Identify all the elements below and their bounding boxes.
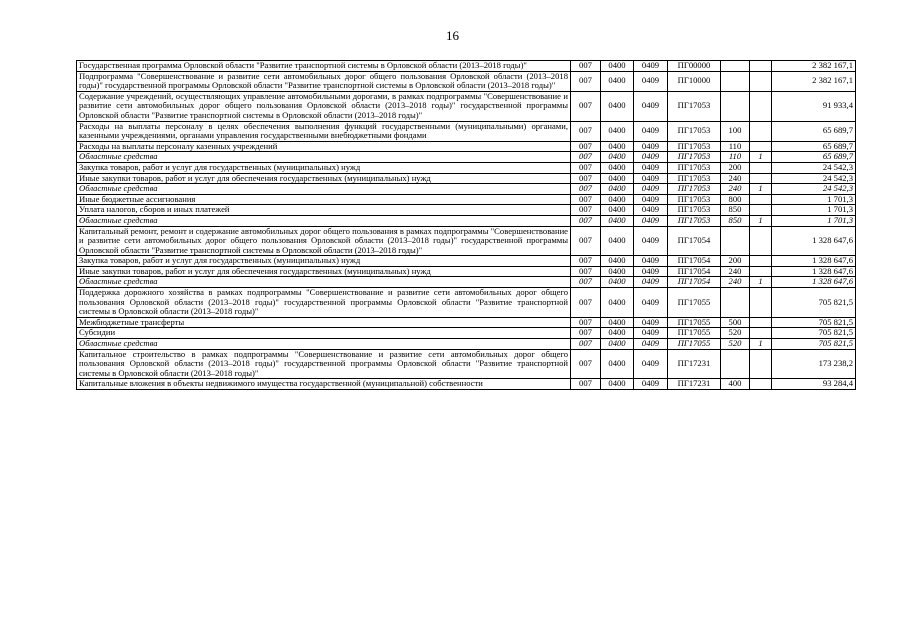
funding-source-code [750, 266, 772, 277]
funding-source-code [750, 194, 772, 205]
subsection-code: 0409 [634, 215, 668, 226]
expense-type-code: 240 [721, 173, 750, 184]
amount: 1 328 647,6 [772, 277, 856, 288]
expense-type-code: 520 [721, 339, 750, 350]
subsection-code: 0409 [634, 121, 668, 141]
row-name: Иные бюджетные ассигнования [77, 194, 571, 205]
expense-type-code: 240 [721, 184, 750, 195]
expense-type-code [721, 226, 750, 256]
section-code: 0400 [601, 162, 634, 173]
section-code: 0400 [601, 61, 634, 72]
target-article-code: ПГ17055 [668, 288, 721, 318]
target-article-code: ПГ17053 [668, 162, 721, 173]
subsection-code: 0409 [634, 288, 668, 318]
subsection-code: 0409 [634, 184, 668, 195]
admin-code: 007 [571, 266, 601, 277]
table-row [77, 173, 856, 184]
row-name: Иные закупки товаров, работ и услуг для обеспечения государственных (муниципальных) нужд [77, 173, 571, 184]
amount: 1 328 647,6 [772, 226, 856, 256]
target-article-code: ПГ17053 [668, 184, 721, 195]
funding-source-code: 1 [750, 339, 772, 350]
section-code: 0400 [601, 339, 634, 350]
expense-type-code: 200 [721, 162, 750, 173]
section-code: 0400 [601, 256, 634, 267]
amount: 705 821,5 [772, 328, 856, 339]
table-row [77, 379, 856, 390]
subsection-code: 0409 [634, 194, 668, 205]
admin-code: 007 [571, 226, 601, 256]
expense-type-code: 240 [721, 277, 750, 288]
expense-type-code: 110 [721, 141, 750, 152]
subsection-code: 0409 [634, 256, 668, 267]
table-row [77, 349, 856, 379]
subsection-code: 0409 [634, 61, 668, 72]
amount: 2 382 167,1 [772, 61, 856, 72]
subsection-code: 0409 [634, 71, 668, 91]
section-code: 0400 [601, 288, 634, 318]
expense-type-code [721, 349, 750, 379]
admin-code: 007 [571, 184, 601, 195]
target-article-code: ПГ17054 [668, 226, 721, 256]
funding-source-code [750, 61, 772, 72]
target-article-code: ПГ17053 [668, 205, 721, 216]
row-name: Областные средства [77, 277, 571, 288]
row-name: Иные закупки товаров, работ и услуг для обеспечения государственных (муниципальных) нужд [77, 266, 571, 277]
table-row [77, 91, 856, 121]
amount: 705 821,5 [772, 317, 856, 328]
target-article-code: ПГ17053 [668, 173, 721, 184]
row-name: Закупка товаров, работ и услуг для государственных (муниципальных) нужд [77, 162, 571, 173]
section-code: 0400 [601, 317, 634, 328]
funding-source-code [750, 141, 772, 152]
target-article-code: ПГ00000 [668, 61, 721, 72]
target-article-code: ПГ17053 [668, 141, 721, 152]
table-row [77, 266, 856, 277]
row-name: Областные средства [77, 152, 571, 163]
amount: 173 238,2 [772, 349, 856, 379]
target-article-code: ПГ17054 [668, 256, 721, 267]
expense-type-code: 200 [721, 256, 750, 267]
amount: 1 701,3 [772, 215, 856, 226]
target-article-code: ПГ17053 [668, 121, 721, 141]
amount: 65 689,7 [772, 152, 856, 163]
admin-code: 007 [571, 162, 601, 173]
subsection-code: 0409 [634, 162, 668, 173]
target-article-code: ПГ17055 [668, 328, 721, 339]
section-code: 0400 [601, 91, 634, 121]
table-row [77, 205, 856, 216]
admin-code: 007 [571, 71, 601, 91]
section-code: 0400 [601, 215, 634, 226]
funding-source-code [750, 317, 772, 328]
funding-source-code [750, 328, 772, 339]
subsection-code: 0409 [634, 349, 668, 379]
row-name: Расходы на выплаты персоналу в целях обеспечения выполнения функций государственными (муниципальными) органами, казенными учреждениями, органами управления государственными внебюджетными фондами [77, 121, 571, 141]
amount: 1 701,3 [772, 205, 856, 216]
row-name: Капитальный ремонт, ремонт и содержание автомобильных дорог общего пользования в рамках подпрограммы "Совершенствование и развитие сети автомобильных дорог общего пользования Орловской области (2013–2018 годы)" государственной программы Орловской области "Развитие транспортной системы в Орловской области (2013–2018 годы)" [77, 226, 571, 256]
amount: 91 933,4 [772, 91, 856, 121]
target-article-code: ПГ10000 [668, 71, 721, 91]
amount: 1 328 647,6 [772, 256, 856, 267]
admin-code: 007 [571, 277, 601, 288]
admin-code: 007 [571, 194, 601, 205]
expense-type-code: 100 [721, 121, 750, 141]
admin-code: 007 [571, 328, 601, 339]
section-code: 0400 [601, 194, 634, 205]
row-name: Субсидии [77, 328, 571, 339]
admin-code: 007 [571, 173, 601, 184]
admin-code: 007 [571, 215, 601, 226]
funding-source-code [750, 91, 772, 121]
table-row [77, 339, 856, 350]
admin-code: 007 [571, 256, 601, 267]
funding-source-code [750, 173, 772, 184]
admin-code: 007 [571, 61, 601, 72]
table-row [77, 141, 856, 152]
table-row [77, 215, 856, 226]
admin-code: 007 [571, 339, 601, 350]
section-code: 0400 [601, 205, 634, 216]
subsection-code: 0409 [634, 317, 668, 328]
amount: 24 542,3 [772, 184, 856, 195]
target-article-code: ПГ17054 [668, 277, 721, 288]
amount: 1 701,3 [772, 194, 856, 205]
amount: 65 689,7 [772, 141, 856, 152]
row-name: Уплата налогов, сборов и иных платежей [77, 205, 571, 216]
table-row [77, 328, 856, 339]
amount: 705 821,5 [772, 339, 856, 350]
table-row [77, 317, 856, 328]
row-name: Закупка товаров, работ и услуг для государственных (муниципальных) нужд [77, 256, 571, 267]
target-article-code: ПГ17053 [668, 91, 721, 121]
expense-type-code: 240 [721, 266, 750, 277]
expense-type-code [721, 288, 750, 318]
budget-table [76, 60, 856, 390]
admin-code: 007 [571, 121, 601, 141]
section-code: 0400 [601, 121, 634, 141]
table-row [77, 184, 856, 195]
funding-source-code: 1 [750, 184, 772, 195]
table-row [77, 194, 856, 205]
admin-code: 007 [571, 288, 601, 318]
subsection-code: 0409 [634, 277, 668, 288]
section-code: 0400 [601, 173, 634, 184]
section-code: 0400 [601, 277, 634, 288]
admin-code: 007 [571, 317, 601, 328]
subsection-code: 0409 [634, 266, 668, 277]
row-name: Поддержка дорожного хозяйства в рамках подпрограммы "Совершенствование и развитие сети автомобильных дорог общего пользования Орловской области (2013–2018 годы)" государственной программы Орловской области "Развитие транспортной системы в Орловской области (2013–2018 годы)" [77, 288, 571, 318]
section-code: 0400 [601, 141, 634, 152]
page-number: 16 [446, 28, 459, 43]
target-article-code: ПГ17231 [668, 349, 721, 379]
expense-type-code: 850 [721, 205, 750, 216]
funding-source-code: 1 [750, 277, 772, 288]
subsection-code: 0409 [634, 328, 668, 339]
funding-source-code [750, 349, 772, 379]
target-article-code: ПГ17053 [668, 194, 721, 205]
amount: 705 821,5 [772, 288, 856, 318]
row-name: Капитальное строительство в рамках подпрограммы "Совершенствование и развитие сети автомобильных дорог общего пользования Орловской области (2013–2018 годы)" государственной программы Орловской области "Развитие транспортной системы в Орловской области (2013–2018 годы)" [77, 349, 571, 379]
section-code: 0400 [601, 328, 634, 339]
table-row [77, 256, 856, 267]
admin-code: 007 [571, 349, 601, 379]
subsection-code: 0409 [634, 339, 668, 350]
funding-source-code [750, 71, 772, 91]
subsection-code: 0409 [634, 226, 668, 256]
subsection-code: 0409 [634, 91, 668, 121]
expense-type-code [721, 91, 750, 121]
section-code: 0400 [601, 226, 634, 256]
row-name: Подпрограмма "Совершенствование и развитие сети автомобильных дорог общего пользования Орловской области (2013–2018 годы)" государственной программы Орловской области "Развитие транспортной системы в Орловской области (2013–2018 годы)" [77, 71, 571, 91]
row-name: Межбюджетные трансферты [77, 317, 571, 328]
subsection-code: 0409 [634, 152, 668, 163]
row-name: Содержание учреждений, осуществляющих управление автомобильными дорогами, в рамках подпрограммы "Совершенствование и развитие сети автомобильных дорог общего пользования Орловской области (2013–2018 годы)" государственной программы Орловской области "Развитие транспортной системы в Орловской области (2013–2018 годы)" [77, 91, 571, 121]
expense-type-code: 800 [721, 194, 750, 205]
amount: 93 284,4 [772, 379, 856, 390]
admin-code: 007 [571, 152, 601, 163]
target-article-code: ПГ17053 [668, 215, 721, 226]
expense-type-code: 500 [721, 317, 750, 328]
expense-type-code: 520 [721, 328, 750, 339]
amount: 65 689,7 [772, 121, 856, 141]
funding-source-code [750, 226, 772, 256]
admin-code: 007 [571, 379, 601, 390]
target-article-code: ПГ17054 [668, 266, 721, 277]
funding-source-code [750, 288, 772, 318]
admin-code: 007 [571, 141, 601, 152]
table-row [77, 61, 856, 72]
amount: 24 542,3 [772, 173, 856, 184]
table-row [77, 121, 856, 141]
target-article-code: ПГ17231 [668, 379, 721, 390]
table-row [77, 277, 856, 288]
subsection-code: 0409 [634, 205, 668, 216]
target-article-code: ПГ17055 [668, 339, 721, 350]
table-row [77, 71, 856, 91]
funding-source-code: 1 [750, 215, 772, 226]
table-row [77, 162, 856, 173]
row-name: Областные средства [77, 184, 571, 195]
subsection-code: 0409 [634, 141, 668, 152]
funding-source-code [750, 379, 772, 390]
target-article-code: ПГ17055 [668, 317, 721, 328]
expense-type-code [721, 71, 750, 91]
table-row [77, 288, 856, 318]
target-article-code: ПГ17053 [668, 152, 721, 163]
amount: 1 328 647,6 [772, 266, 856, 277]
expense-type-code: 850 [721, 215, 750, 226]
funding-source-code [750, 162, 772, 173]
section-code: 0400 [601, 349, 634, 379]
admin-code: 007 [571, 91, 601, 121]
funding-source-code [750, 256, 772, 267]
amount: 24 542,3 [772, 162, 856, 173]
admin-code: 007 [571, 205, 601, 216]
row-name: Государственная программа Орловской области "Развитие транспортной системы в Орловской области (2013–2018 годы)" [77, 61, 571, 72]
subsection-code: 0409 [634, 379, 668, 390]
section-code: 0400 [601, 184, 634, 195]
amount: 2 382 167,1 [772, 71, 856, 91]
table-row [77, 226, 856, 256]
funding-source-code: 1 [750, 152, 772, 163]
funding-source-code [750, 121, 772, 141]
section-code: 0400 [601, 152, 634, 163]
section-code: 0400 [601, 266, 634, 277]
subsection-code: 0409 [634, 173, 668, 184]
table-row [77, 152, 856, 163]
expense-type-code [721, 61, 750, 72]
expense-type-code: 400 [721, 379, 750, 390]
table-body [77, 61, 856, 390]
expense-type-code: 110 [721, 152, 750, 163]
row-name: Областные средства [77, 339, 571, 350]
row-name: Расходы на выплаты персоналу казенных учреждений [77, 141, 571, 152]
row-name: Областные средства [77, 215, 571, 226]
section-code: 0400 [601, 71, 634, 91]
funding-source-code [750, 205, 772, 216]
row-name: Капитальные вложения в объекты недвижимого имущества государственной (муниципальной) собственности [77, 379, 571, 390]
section-code: 0400 [601, 379, 634, 390]
